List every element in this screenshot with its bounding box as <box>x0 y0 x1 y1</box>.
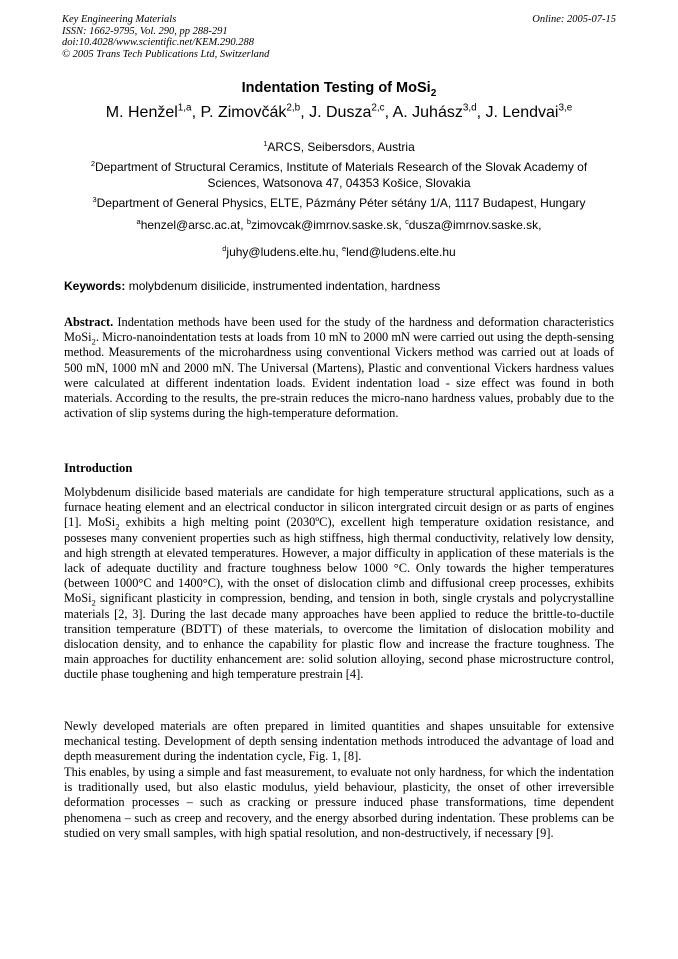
journal-issn: ISSN: 1662-9795, Vol. 290, pp 288-291 <box>62 25 228 37</box>
email-line-1: $^a$henzel@arsc.ac.at, $^b$zimovcak@imrnov.saske.sk, $^c$dusza@imrnov.saske.sk, <box>136 217 542 232</box>
email-link[interactable]: lend@ludens.elte.hu <box>346 245 456 259</box>
intro-paragraph-2: Newly developed materials are often prepared in limited quantities and shapes unsuitable for extensive mechanical testing. Development of depth sensing indentation methods introduced the advantage of load and depth measurement during the indentation cycle, Fig. 1, [8]. <box>64 719 614 764</box>
author: J. Lendvai$^{3,e}$ <box>485 102 573 121</box>
journal-doi: doi:10.4028/www.scientific.net/KEM.290.288 <box>62 37 254 49</box>
email-link[interactable]: zimovcak@imrnov.saske.sk, <box>251 218 406 232</box>
author: A. Juhász$^{3,d}$, <box>392 102 486 121</box>
online-date: Online: 2005-07-15 <box>532 14 616 25</box>
author: J. Dusza$^{2,c}$, <box>309 102 393 121</box>
intro-paragraph-3: This enables, by using a simple and fast measurement, to evaluate not only hardness, for which the indentation is traditionally used, but also elastic modulus, yield behaviour, plasticity, the onset of other irreversible deformation processes – such as cracking or pressure induced phase transformations, time dependent phenomena – such as creep and recovery, and the energy absorbed during indentation. These problems can be studied on very small samples, with high spatial resolution, and non-destructively, if necessary [9]. <box>64 765 614 840</box>
intro-paragraph-1: Molybdenum disilicide based materials are candidate for high temperature structural applications, such as a furnace heating element and an electrical conductor in silicon intergrated circuit design or as parts of engines [1]. MoSi$_2$ exhibits a high melting point (2030ºC), excellent high temperature oxidation resistance, and posseses many convenient properties such as high stiffness, high thermal conductivity, relatively low density, and high strength at elevated temperatures. However, a major difficulty in application of these materials is the lack of adequate ductility and fracture toughness below 1000 °C. Only towards the higher temperatures (between 1000°C and 1400°C), with the onset of dislocation climb and diffusional creep processes, exhibits MoSi$_2$ significant plasticity in compression, bending, and tension in both, single crystals and polycrystalline materials [2, 3]. During the last decade many approaches have been applied to reduce the brittle-to-ductile transition temperature (BDTT) of these materials, to overcome the limitation of dislocation mobility and dislocation density, and to enhance the capability for plastic flow and increase the fracture toughness. The main approaches for ductility enhancement are: solid solution alloying, second phase microstructure control, ductile phase toughening and high temperature prestrain [4]. <box>64 485 614 682</box>
section-heading-introduction: Introduction <box>64 461 133 475</box>
author: M. Henžel$^{1,a}$, <box>105 102 201 121</box>
abstract-label: Abstract. <box>64 315 114 329</box>
affiliation-3: $^3$Department of General Physics, ELTE, Pázmány Péter sétány 1/A, 1117 Budapest, Hungary <box>92 195 586 210</box>
paper-title: Indentation Testing of MoSi$_2$ <box>241 80 437 99</box>
keywords-text: molybdenum disilicide, instrumented indentation, hardness <box>125 279 441 293</box>
author: P. Zimovčák$^{2,b}$, <box>200 102 310 121</box>
email-link[interactable]: juhy@ludens.elte.hu, <box>226 245 342 259</box>
email-line-2: $^d$juhy@ludens.elte.hu, $^e$lend@ludens.elte.hu <box>222 244 456 259</box>
affiliation-2: $^2$Department of Structural Ceramics, Institute of Materials Research of the Slovak Academy of Sciences, Watsonova 47, 04353 Košice, Slovakia <box>90 159 588 190</box>
keywords <box>64 279 614 294</box>
keywords-label: Keywords: <box>64 279 126 293</box>
journal-header <box>62 14 616 60</box>
affiliation-1: $^1$ARCS, Seibersdors, Austria <box>263 139 415 154</box>
author-list <box>0 103 678 123</box>
abstract-paragraph: Abstract. Indentation methods have been used for the study of the hardness and deformation characteristics MoSi$_2$. Micro-nanoindentation tests at loads from 10 mN to 2000 mN were carried out using the depth-sensing method. Measurements of the microhardness using conventional Vickers method was carried out at loads of 500 mN, 1000 mN and 2000 mN. The Universal (Martens), Plastic and conventional Vickers hardness values were calculated at different indentation loads. Evident indentation load - size effect was found in both materials. According to the results, the pre-strain reduces the micro-nano hardness values, probably due to the activation of slip systems during the high-temperature deformation. <box>64 315 614 421</box>
email-link[interactable]: dusza@imrnov.saske.sk, <box>408 218 542 232</box>
journal-name: Key Engineering Materials <box>62 14 177 25</box>
email-link[interactable]: henzel@arsc.ac.at, <box>140 218 247 232</box>
journal-copyright: © 2005 Trans Tech Publications Ltd, Switzerland <box>62 48 270 60</box>
